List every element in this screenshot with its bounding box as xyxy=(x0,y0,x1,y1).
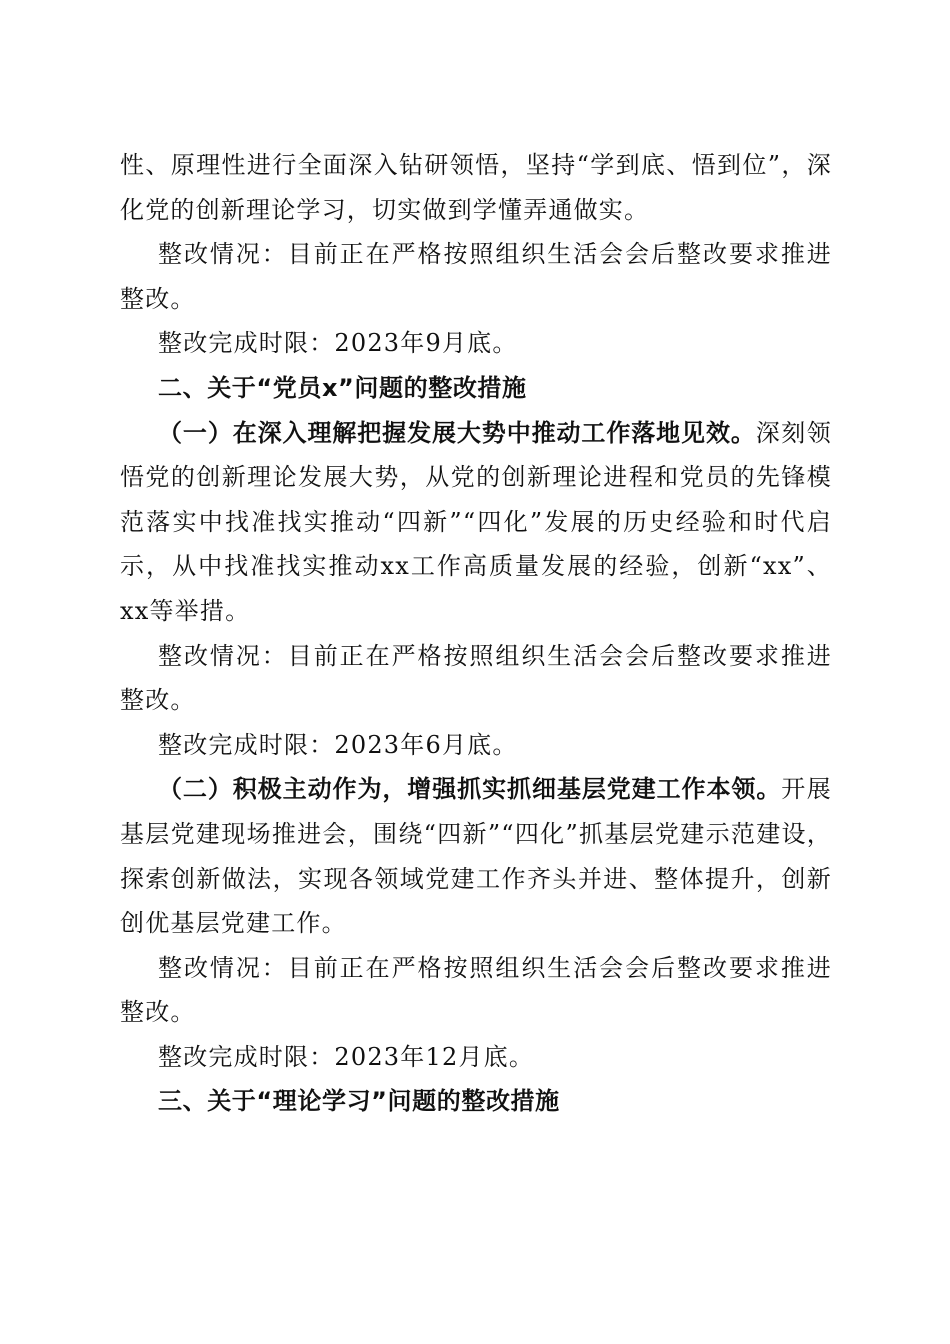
measure-1-body: 深刻领悟党的创新理论发展大势，从党的创新理论进程和党员的先锋模范落实中找准找实推动“四新”“四化”发展的历史经验和时代启示，从中找准找实推动xx工作高质量发展的经验，创新“xx”、xx等举措。 xyxy=(120,418,832,625)
section-heading-3: 三、关于“理论学习”问题的整改措施 xyxy=(158,1087,560,1116)
section-heading-2: 二、关于“党员x”问题的整改措施 xyxy=(158,373,527,402)
measure-paragraph-2 xyxy=(120,767,832,945)
document-body xyxy=(120,143,832,1124)
rectification-status-paragraph: 整改情况：目前正在严格按照组织生活会会后整改要求推进整改。 xyxy=(120,240,832,313)
deadline-paragraph: 整改完成时限：2023年9月底。 xyxy=(158,329,518,358)
rectification-status-paragraph: 整改情况：目前正在严格按照组织生活会会后整改要求推进整改。 xyxy=(120,641,832,715)
deadline-paragraph: 整改完成时限：2023年12月底。 xyxy=(158,1042,535,1071)
measure-paragraph-1 xyxy=(120,411,832,634)
continuation-paragraph: 性、原理性进行全面深入钻研领悟，坚持“学到底、悟到位”，深化党的创新理论学习，切实做到学懂弄通做实。 xyxy=(120,151,832,224)
measure-2-body: 开展基层党建现场推进会，围绕“四新”“四化”抓基层党建示范建设，探索创新做法，实现各领域党建工作齐头并进、整体提升，创新创优基层党建工作。 xyxy=(120,775,832,938)
rectification-status-paragraph: 整改情况：目前正在严格按照组织生活会会后整改要求推进整改。 xyxy=(120,953,832,1027)
measure-1-title: （一）在深入理解把握发展大势中推动工作落地见效。 xyxy=(158,418,756,447)
deadline-paragraph: 整改完成时限：2023年6月底。 xyxy=(158,730,518,759)
measure-2-title: （二）积极主动作为，增强抓实抓细基层党建工作本领。 xyxy=(158,775,782,804)
